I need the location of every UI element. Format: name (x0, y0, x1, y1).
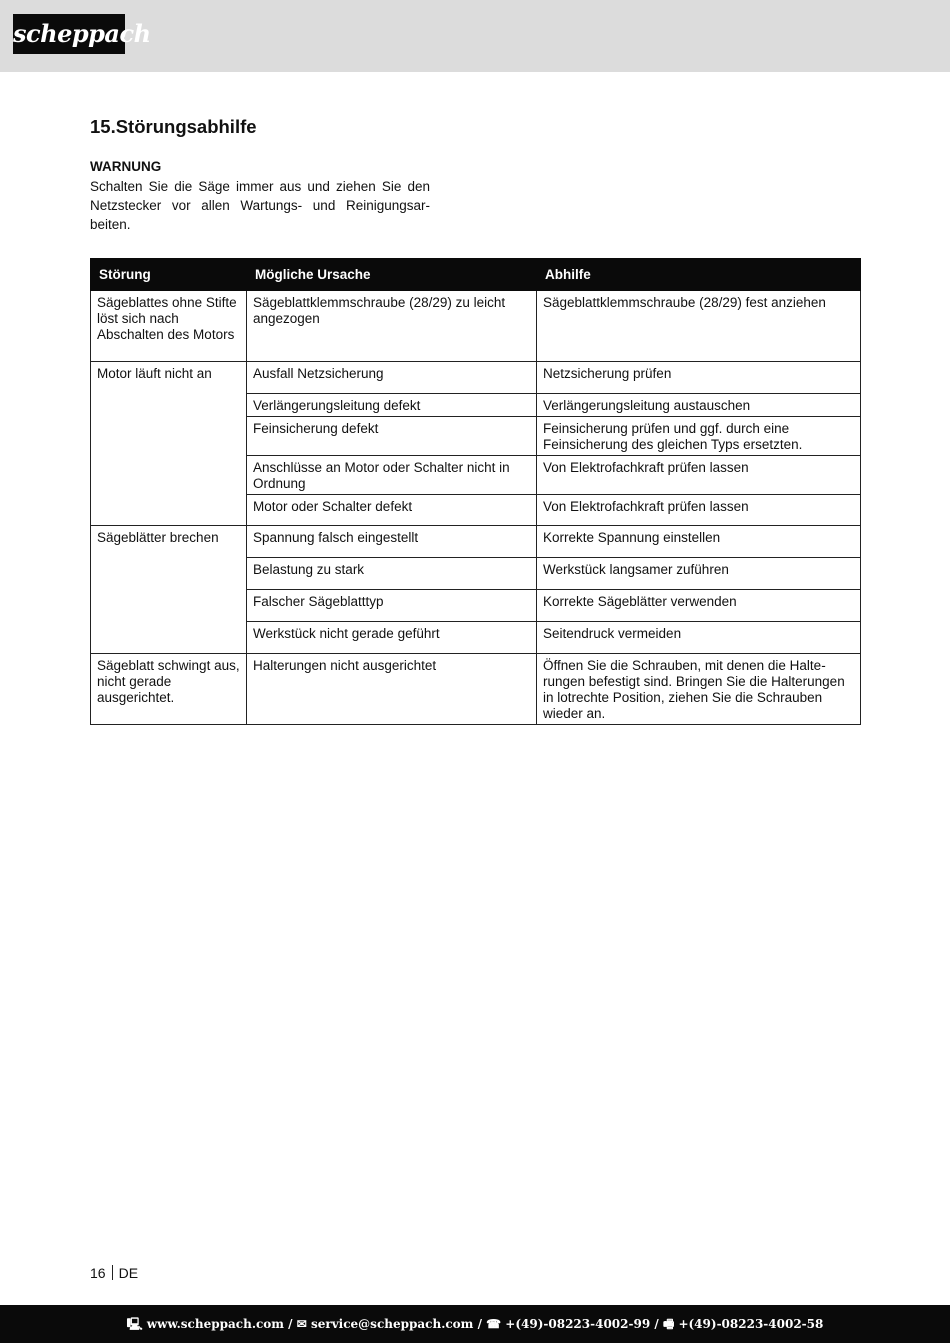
fax-number: +(49)-08223-4002-58 (678, 1317, 824, 1331)
remedy-cell: Korrekte Sägeblätter verwenden (537, 590, 861, 622)
phone-number: +(49)-08223-4002-99 (505, 1317, 651, 1331)
fax-icon: 🖷 (662, 1317, 675, 1331)
mail-icon: ✉ (296, 1317, 307, 1331)
page-number-value: 16 (90, 1265, 106, 1281)
website-link[interactable]: www.scheppach.com (146, 1317, 284, 1331)
cause-cell: Werkstück nicht gerade geführt (247, 622, 537, 654)
cause-cell: Sägeblattklemmschraube (28/29) zu leicht angezogen (247, 291, 537, 362)
cause-cell: Spannung falsch eingestellt (247, 526, 537, 558)
remedy-cell: Netzsicherung prüfen (537, 362, 861, 394)
remedy-cell: Werkstück langsamer zuführen (537, 558, 861, 590)
cause-cell: Feinsicherung defekt (247, 417, 537, 456)
cause-cell: Halterungen nicht ausgerichtet (247, 654, 537, 725)
cause-cell: Motor oder Schalter defekt (247, 495, 537, 526)
table-row (91, 526, 861, 558)
table-row (91, 362, 861, 394)
remedy-cell: Von Elektrofachkraft prüfen lassen (537, 456, 861, 495)
cause-cell: Falscher Sägeblatttyp (247, 590, 537, 622)
fault-cell: Motor läuft nicht an (91, 362, 247, 526)
page-language: DE (118, 1265, 139, 1281)
footer-separator: / (650, 1317, 663, 1331)
page-number (90, 1265, 138, 1281)
phone-icon: ☎ (486, 1317, 502, 1331)
table-row (91, 654, 861, 725)
contact-footer (0, 1305, 950, 1343)
section-title-text: Störungsabhilfe (115, 116, 257, 137)
warning-title: WARNUNG (90, 159, 162, 174)
remedy-cell: Seitendruck vermeiden (537, 622, 861, 654)
cause-cell: Anschlüsse an Motor oder Schalter nicht in Ordnung (247, 456, 537, 495)
remedy-cell: Öffnen Sie die Schrauben, mit denen die Halterungen befestigt sind. Bringen Sie die Halterungen in lotrechte Position, ziehen Sie die Schrauben wieder an. (537, 654, 861, 725)
page-number-divider (112, 1265, 113, 1280)
footer-separator: / (473, 1317, 487, 1331)
fault-cell: Sägeblattes ohne Stifte löst sich nach Abschalten des Motors (91, 291, 247, 362)
footer-separator: / (284, 1317, 297, 1331)
remedy-cell: Feinsicherung prüfen und ggf. durch eine Feinsicherung des gleichen Typs ersetzten. (537, 417, 861, 456)
warning-text: Schalten Sie die Säge immer aus und ziehen Sie den Netzstecker vor allen Wartungs- und Reinigungsarbeiten. (90, 179, 430, 232)
email-link[interactable]: service@scheppach.com (311, 1317, 474, 1331)
cause-cell: Belastung zu stark (247, 558, 537, 590)
cause-cell: Ausfall Netzsicherung (247, 362, 537, 394)
cause-cell: Verlängerungsleitung defekt (247, 394, 537, 417)
header-fault: Störung (91, 259, 247, 291)
header-cause: Mögliche Ursache (247, 259, 537, 291)
remedy-cell: Verlängerungsleitung austauschen (537, 394, 861, 417)
remedy-cell: Korrekte Spannung einstellen (537, 526, 861, 558)
remedy-cell: Von Elektrofachkraft prüfen lassen (537, 495, 861, 526)
remedy-cell: Sägeblattklemmschraube (28/29) fest anziehen (537, 291, 861, 362)
scheppach-logo: scheppach (13, 14, 125, 54)
troubleshooting-table (90, 258, 861, 725)
page-header (0, 0, 950, 72)
section-title (90, 116, 257, 138)
header-remedy: Abhilfe (537, 259, 861, 291)
fault-cell: Sägeblatt schwingt aus, nicht gerade ausgerichtet. (91, 654, 247, 725)
table-header-row (91, 259, 861, 291)
table-row (91, 291, 861, 362)
section-number: 15. (90, 116, 116, 137)
computer-icon: 🖳 (126, 1317, 143, 1331)
fault-cell: Sägeblätter brechen (91, 526, 247, 654)
